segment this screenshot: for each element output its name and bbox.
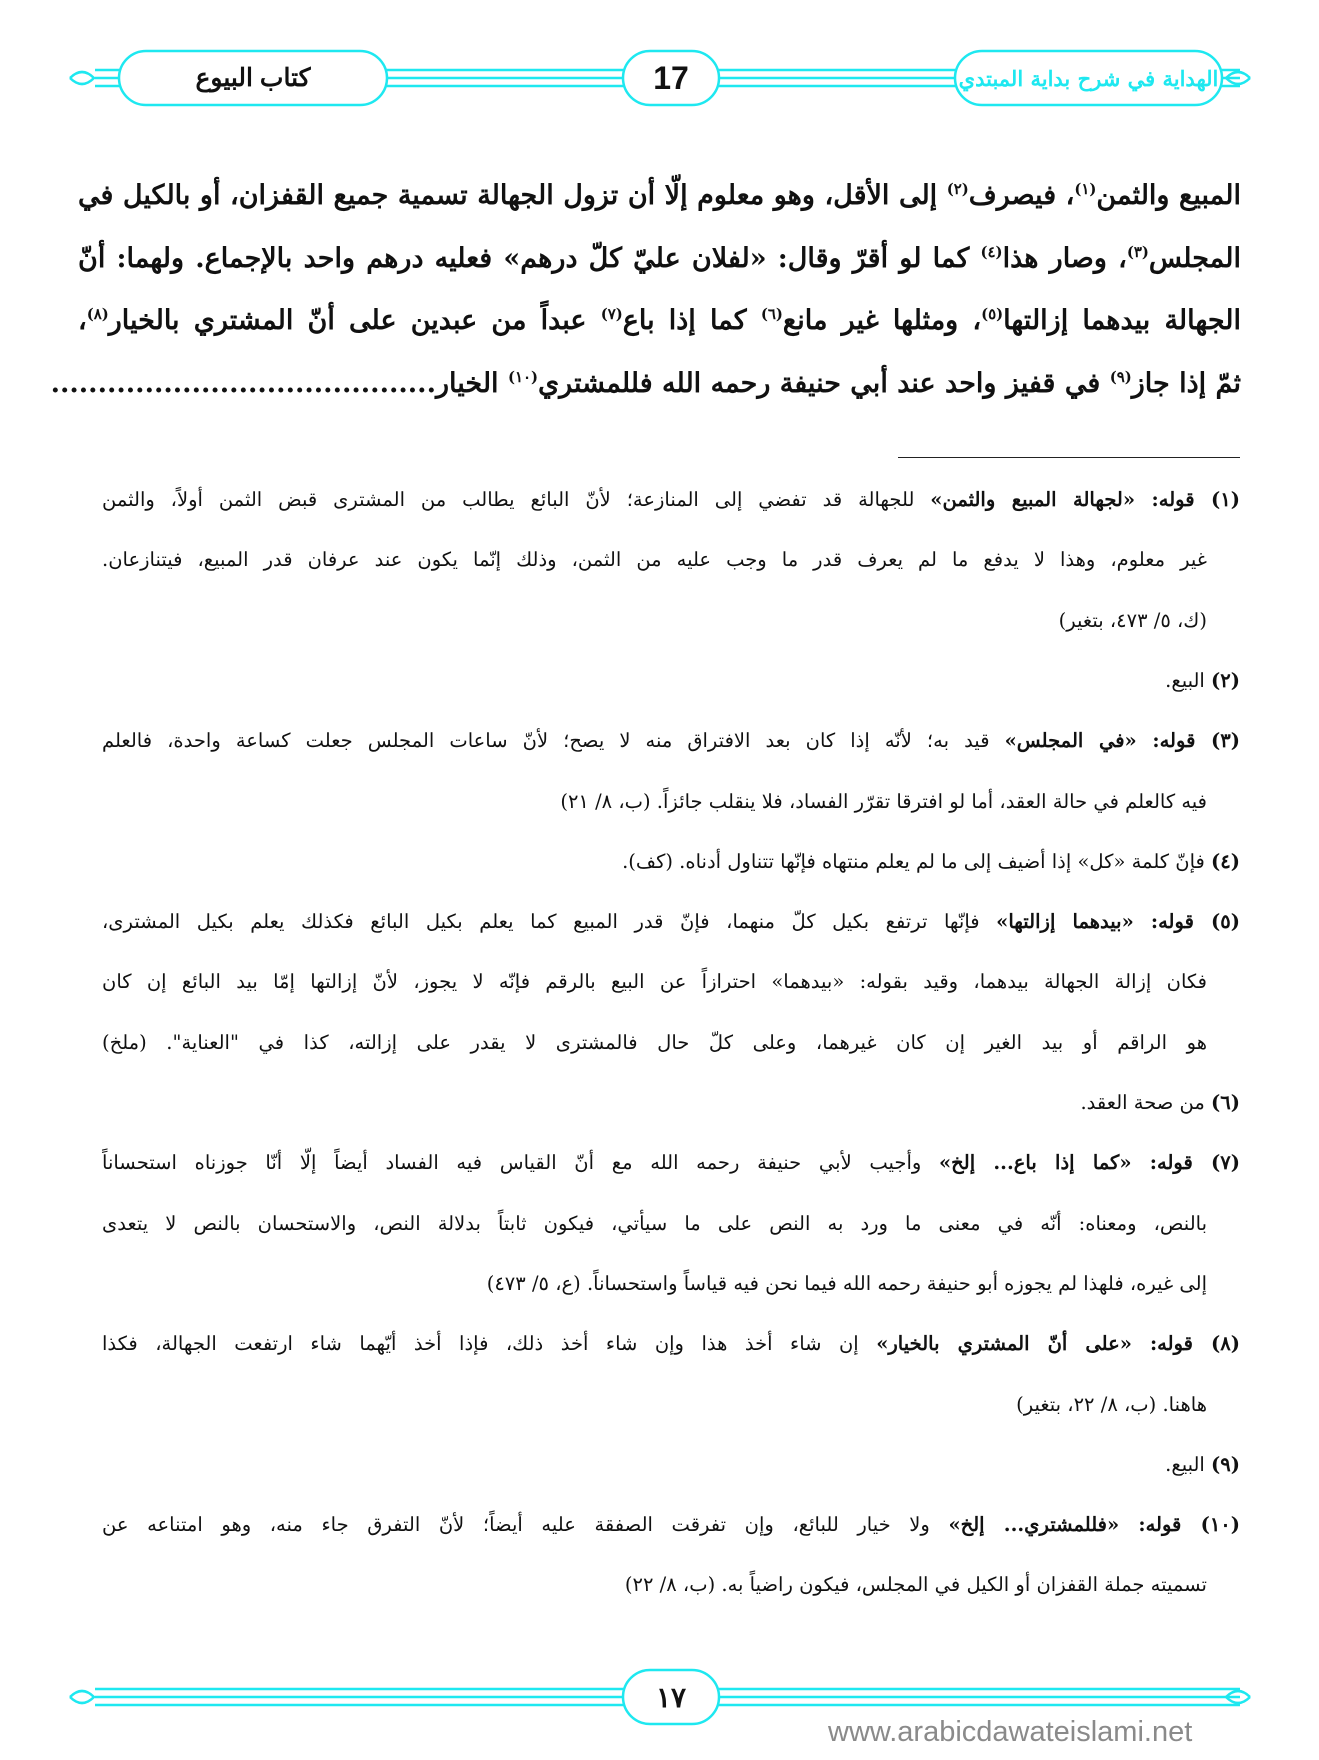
footnote-line	[102, 723, 1240, 759]
footnote-label: (٧) قوله: «كما إذا باع... إلخ»	[938, 1151, 1240, 1175]
main-text-line	[78, 174, 1241, 218]
footer-page-number: ١٧	[655, 1681, 687, 1713]
text-run: إلى الأقل، وهو معلوم إلّا أن تزول الجهالة تسمية جميع القفزان، أو بالكيل في	[78, 180, 947, 211]
footnote-line	[102, 904, 1240, 940]
footnote-line	[102, 1507, 1240, 1543]
footnote-ref[interactable]: (٢)	[946, 180, 969, 198]
text-run: البيع.	[1165, 668, 1212, 692]
text-run: ، وصار هذا	[1002, 242, 1127, 274]
footnote-label: (٥) قوله: «بيدهما إزالتها»	[996, 910, 1240, 934]
text-run: بالنص، ومعناه: أنّه في معنى ما ورد به النص على ما سيأتي، فيكون ثابتاً بدلالة النص، والاستحسان بالنص لا يتعدى	[102, 1211, 1207, 1235]
footnote-ref[interactable]: (٨)	[86, 305, 109, 323]
chapter-title: كتاب البيوع	[195, 64, 311, 92]
main-text-line	[78, 237, 1241, 281]
text-run: عبداً من عبدين على أنّ المشتري بالخيار	[108, 305, 601, 336]
footnote-label: (٦)	[1211, 1091, 1240, 1114]
footnote-ref[interactable]: (٩)	[1109, 367, 1132, 386]
footnote-line	[102, 1447, 1240, 1483]
footnote-ref[interactable]: (٤)	[980, 242, 1003, 261]
main-text-line	[78, 299, 1241, 343]
text-run: للجهالة قد تفضي إلى المنازعة؛ لأنّ البائع يطالب من المشترى قبض الثمن أولاً، والثمن	[102, 488, 931, 511]
text-run: الخيار.........................................	[50, 367, 508, 399]
footnote-ref[interactable]: (٧)	[600, 305, 623, 323]
text-run: غير معلوم، وهذا لا يدفع ما لم يعرف قدر ما وجب عليه من الثمن، وذلك إنّما يكون عند عرفان قدر المبيع، فيتنازعان.	[102, 548, 1207, 572]
text-run: المجلس	[1148, 242, 1241, 274]
text-run: وأجيب لأبي حنيفة رحمه الله مع أنّ القياس فيه الفساد أيضاً إلّا أنّا جوزناه استحساناً	[102, 1151, 939, 1175]
footnote-ref[interactable]: (١)	[1074, 180, 1097, 198]
footnote-line	[102, 603, 1207, 639]
footnote-line	[102, 482, 1240, 518]
text-run: إلى غيره، فلهذا لم يجوزه أبو حنيفة رحمه الله فيما نحن فيه قياساً واستحساناً. (ع، ٥/ ٤٧٣)	[486, 1271, 1207, 1295]
footnote-ref[interactable]: (٣)	[1126, 242, 1149, 261]
footnote-ref[interactable]: (١٠)	[507, 367, 538, 386]
text-run: الجهالة بيدهما إزالتها	[1003, 305, 1241, 336]
text-run: هو الراقم أو بيد الغير إن كان غيرهما، وعلى كلّ حال فالمشترى لا يقدر على إزالته، كذا في "العناية". (ملخ)	[102, 1030, 1207, 1054]
text-run: ثمّ إذا جاز	[1131, 367, 1241, 399]
text-run: تسميته جملة القفزان أو الكيل في المجلس، فيكون راضياً به. (ب، ٨/ ٢٢)	[624, 1573, 1207, 1597]
book-title-logo: الهداية في شرح بداية المبتدي	[958, 65, 1219, 91]
text-run: فإنّها ترتفع بكيل كلّ منهما، فإنّ قدر المبيع كما يعلم بكيل البائع فكذلك يعلم بكيل المشترى،	[102, 910, 997, 934]
watermark-url: www.arabicdawateislami.net	[828, 1716, 1193, 1748]
footnote-line	[102, 1145, 1240, 1181]
text-run: فكان إزالة الجهالة بيدهما، وقيد بقوله: «بيدهما» احترازاً عن البيع بالرقم فإنّه لا يجوز، لأنّ إزالتها إمّا بيد البائع إن كان	[102, 970, 1207, 994]
footnote-label: (١٠) قوله: «فللمشتري... إلخ»	[948, 1513, 1240, 1537]
footnote-line	[102, 1206, 1207, 1242]
text-run: كما لو أقرّ وقال: «لفلان عليّ كلّ درهم» فعليه درهم واحد بالإجماع. ولهما: أنّ	[78, 242, 981, 274]
text-run: ولا خيار للبائع، وإن تفرقت الصفقة عليه أيضاً؛ لأنّ التفرق جاء منه، وهو امتناعه عن	[102, 1513, 949, 1537]
text-run: البيع.	[1165, 1452, 1212, 1476]
footnote-ref[interactable]: (٦)	[760, 305, 783, 323]
text-run: من صحة العقد.	[1080, 1091, 1212, 1114]
footnote-ref[interactable]: (٥)	[981, 305, 1004, 323]
footnote-line	[102, 964, 1207, 1000]
footnote-label: (٩)	[1211, 1452, 1240, 1476]
footnote-line	[102, 844, 1240, 880]
footnote-line	[102, 1567, 1207, 1603]
footnote-label: (٢)	[1211, 668, 1240, 692]
footnote-label: (٣) قوله: «في المجلس»	[1004, 729, 1240, 753]
header-page-number: 17	[653, 59, 689, 96]
text-run: فإنّ كلمة «كل» إذا أضيف إلى ما لم يعلم منتهاه فإنّها تتناول أدناه. (كف).	[622, 849, 1212, 873]
footnote-line	[102, 1025, 1207, 1061]
main-text-line	[50, 362, 1241, 406]
footnote-label: (١) قوله: «لجهالة المبيع والثمن»	[930, 488, 1240, 511]
text-run: هاهنا. (ب، ٨/ ٢٢، بتغير)	[1016, 1392, 1207, 1416]
footnote-line	[102, 1326, 1240, 1362]
text-run: كما إذا باع	[622, 305, 761, 336]
footnote-line	[102, 784, 1207, 820]
text-run: قيد به؛ لأنّه إذا كان بعد الافتراق منه لا يصح؛ لأنّ ساعات المجلس جعلت كساعة واحدة، فالعلم	[102, 729, 1005, 753]
text-run: المبيع والثمن	[1096, 180, 1241, 211]
footnote-label: (٨) قوله: «على أنّ المشتري بالخيار»	[876, 1332, 1240, 1356]
text-run: ، فيصرف	[968, 180, 1075, 211]
footnote-separator	[898, 457, 1240, 458]
footnote-label: (٤)	[1211, 849, 1240, 873]
text-run: في قفيز واحد عند أبي حنيفة رحمه الله فللمشتري	[537, 367, 1110, 399]
text-run: ،	[78, 305, 87, 336]
text-run: إن شاء أخذ هذا وإن شاء أخذ ذلك، فإذا أخذ أيّهما شاء ارتفعت الجهالة، فكذا	[102, 1332, 877, 1356]
text-run: (ك، ٥/ ٤٧٣، بتغير)	[1058, 608, 1207, 632]
footnote-line	[102, 542, 1207, 578]
text-run: فيه كالعلم في حالة العقد، أما لو افترقا تقرّر الفساد، فلا ينقلب جائزاً. (ب، ٨/ ٢١)	[560, 789, 1207, 813]
footnote-line	[102, 1085, 1240, 1121]
footnote-line	[102, 1387, 1207, 1423]
text-run: ، ومثلها غير مانع	[782, 305, 982, 336]
footnote-line	[102, 663, 1240, 699]
footnote-line	[102, 1266, 1207, 1302]
